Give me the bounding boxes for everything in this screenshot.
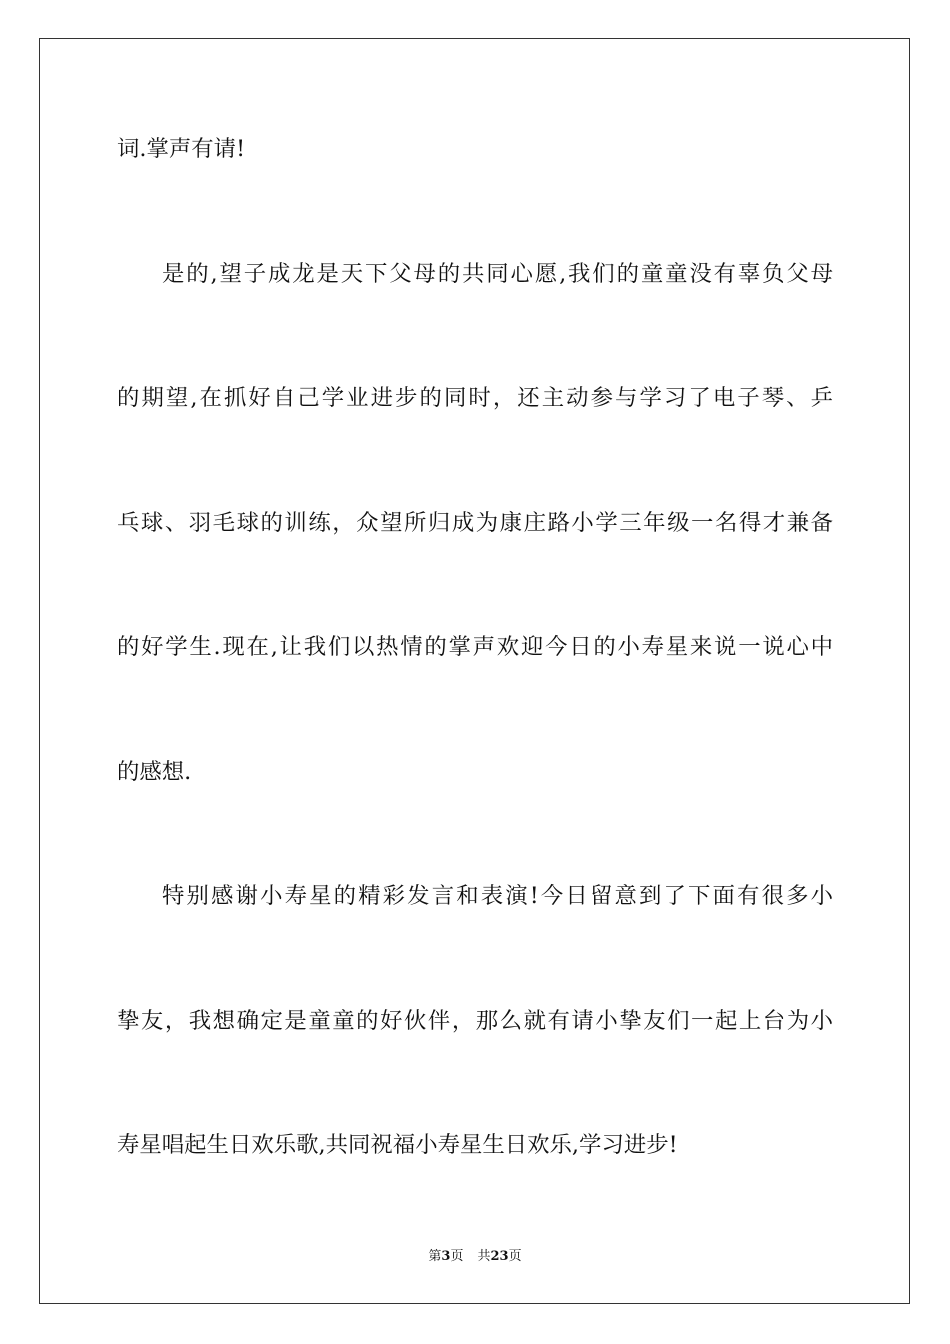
page-suffix: 页 — [450, 1249, 464, 1264]
text-line: 的好学生.现在,让我们以热情的掌声欢迎今日的小寿星来说一说心中 — [117, 634, 833, 660]
text-line: 的感想. — [117, 759, 192, 785]
page-border — [39, 38, 910, 1304]
text-line: 乓球、羽毛球的训练，众望所归成为康庄路小学三年级一名得才兼备 — [117, 510, 833, 536]
page-footer — [0, 1248, 950, 1266]
paragraph-start-line: 特别感谢小寿星的精彩发言和表演!今日留意到了下面有很多小 — [162, 883, 833, 909]
paragraph-start-line: 是的,望子成龙是天下父母的共同心愿,我们的童童没有辜负父母 — [162, 261, 833, 287]
page-prefix: 第 — [428, 1249, 442, 1264]
total-suffix: 页 — [508, 1249, 522, 1264]
text-line: 的期望,在抓好自己学业进步的同时，还主动参与学习了电子琴、乒 — [117, 385, 833, 411]
text-line: 寿星唱起生日欢乐歌,共同祝福小寿星生日欢乐,学习进步! — [117, 1132, 678, 1158]
total-pages: 23 — [490, 1249, 509, 1264]
total-prefix: 共 — [477, 1249, 491, 1264]
page-number: 3 — [441, 1249, 451, 1264]
text-line: 挚友，我想确定是童童的好伙伴，那么就有请小挚友们一起上台为小 — [117, 1008, 833, 1034]
text-line: 词.掌声有请! — [117, 136, 246, 162]
